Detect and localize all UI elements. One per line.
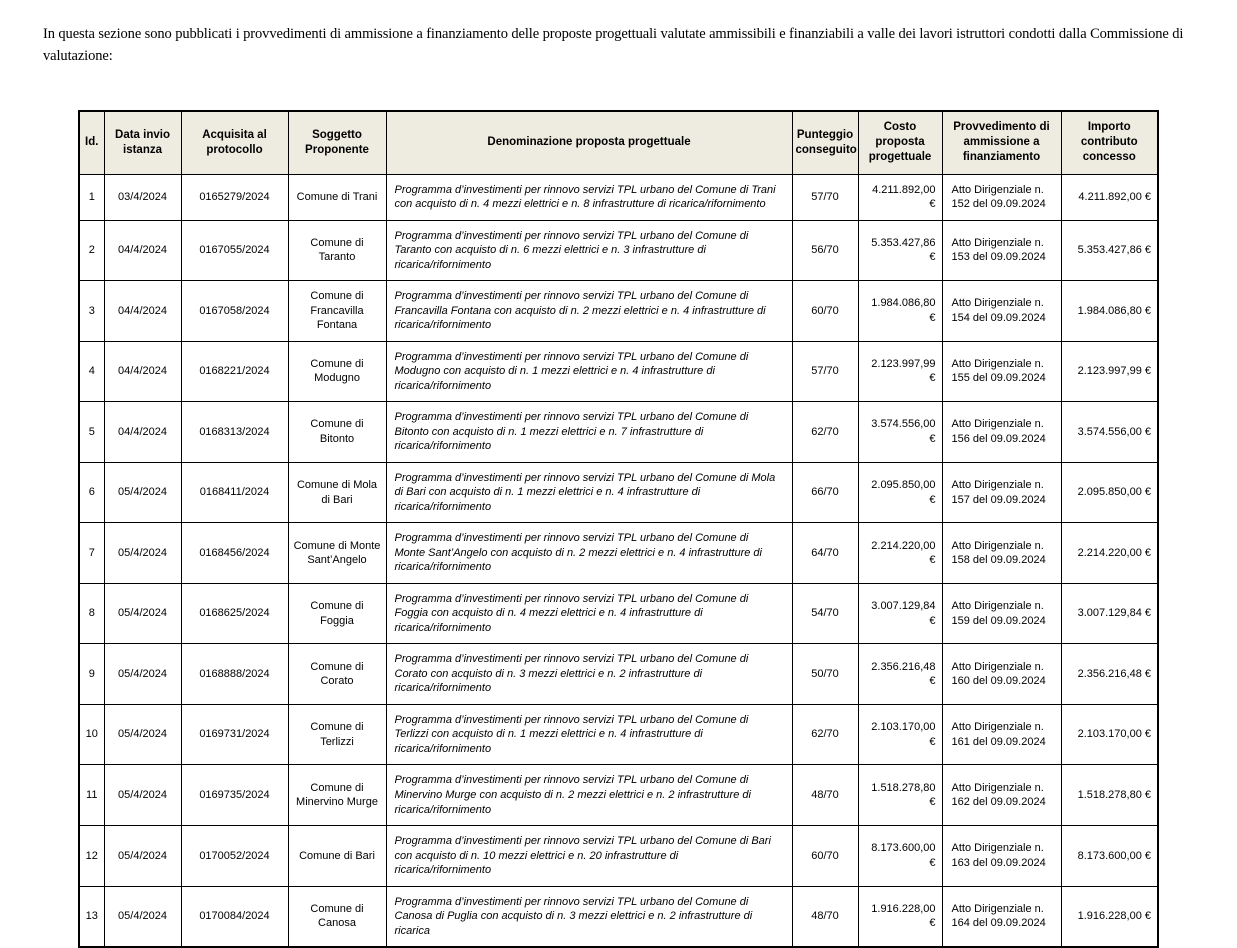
cell-punteggio: 66/70 [792,462,858,523]
cell-costo: 2.123.997,99 € [858,341,942,402]
cell-costo: 3.574.556,00 € [858,402,942,463]
cell-data-invio: 05/4/2024 [104,523,181,584]
cell-punteggio: 60/70 [792,826,858,887]
cell-denominazione: Programma d’investimenti per rinnovo servizi TPL urbano del Comune di Bari con acquisto di n. 10 mezzi elettrici e n. 20 infrastrutture di ricarica/rifornimento [386,826,792,887]
col-header-id: Id. [79,111,104,174]
cell-protocollo: 0168456/2024 [181,523,288,584]
table-row [79,462,1158,523]
cell-id: 10 [79,704,104,765]
cell-provvedimento: Atto Dirigenziale n. 154 del 09.09.2024 [942,281,1061,342]
cell-protocollo: 0168221/2024 [181,341,288,402]
cell-provvedimento: Atto Dirigenziale n. 152 del 09.09.2024 [942,174,1061,220]
cell-soggetto: Comune di Monte Sant’Angelo [288,523,386,584]
cell-denominazione: Programma d’investimenti per rinnovo servizi TPL urbano del Comune di Taranto con acquisto di n. 6 mezzi elettrici e n. 3 infrastrutture di ricarica/rifornimento [386,220,792,281]
cell-id: 8 [79,583,104,644]
cell-protocollo: 0168313/2024 [181,402,288,463]
table-row [79,886,1158,947]
cell-punteggio: 56/70 [792,220,858,281]
cell-costo: 1.916.228,00 € [858,886,942,947]
cell-denominazione: Programma d’investimenti per rinnovo servizi TPL urbano del Comune di Foggia con acquisto di n. 4 mezzi elettrici e n. 4 infrastrutture di ricarica/rifornimento [386,583,792,644]
cell-costo: 5.353.427,86 € [858,220,942,281]
cell-id: 9 [79,644,104,705]
cell-costo: 3.007.129,84 € [858,583,942,644]
cell-importo: 2.095.850,00 € [1061,462,1158,523]
cell-punteggio: 60/70 [792,281,858,342]
cell-punteggio: 54/70 [792,583,858,644]
cell-id: 13 [79,886,104,947]
cell-data-invio: 05/4/2024 [104,765,181,826]
table-row [79,402,1158,463]
cell-provvedimento: Atto Dirigenziale n. 160 del 09.09.2024 [942,644,1061,705]
cell-importo: 1.984.086,80 € [1061,281,1158,342]
cell-importo: 2.123.997,99 € [1061,341,1158,402]
cell-data-invio: 05/4/2024 [104,462,181,523]
table-row [79,704,1158,765]
cell-protocollo: 0169731/2024 [181,704,288,765]
cell-importo: 2.103.170,00 € [1061,704,1158,765]
cell-costo: 8.173.600,00 € [858,826,942,887]
cell-protocollo: 0170084/2024 [181,886,288,947]
cell-punteggio: 48/70 [792,886,858,947]
cell-soggetto: Comune di Modugno [288,341,386,402]
col-header-protocollo: Acquisita al protocollo [181,111,288,174]
cell-data-invio: 04/4/2024 [104,281,181,342]
col-header-importo: Importo contributo concesso [1061,111,1158,174]
col-header-data-invio: Data invio istanza [104,111,181,174]
cell-data-invio: 04/4/2024 [104,341,181,402]
cell-importo: 2.214.220,00 € [1061,523,1158,584]
cell-id: 7 [79,523,104,584]
cell-denominazione: Programma d’investimenti per rinnovo servizi TPL urbano del Comune di Bitonto con acquisto di n. 1 mezzi elettrici e n. 7 infrastrutture di ricarica/rifornimento [386,402,792,463]
table-row [79,765,1158,826]
cell-provvedimento: Atto Dirigenziale n. 162 del 09.09.2024 [942,765,1061,826]
cell-soggetto: Comune di Taranto [288,220,386,281]
cell-id: 1 [79,174,104,220]
cell-data-invio: 05/4/2024 [104,644,181,705]
cell-denominazione: Programma d’investimenti per rinnovo servizi TPL urbano del Comune di Minervino Murge con acquisto di n. 2 mezzi elettrici e n. 2 infrastrutture di ricarica/rifornimento [386,765,792,826]
funding-admission-table [78,110,1159,948]
cell-costo: 2.103.170,00 € [858,704,942,765]
cell-costo: 1.984.086,80 € [858,281,942,342]
cell-protocollo: 0165279/2024 [181,174,288,220]
cell-provvedimento: Atto Dirigenziale n. 159 del 09.09.2024 [942,583,1061,644]
cell-costo: 2.095.850,00 € [858,462,942,523]
cell-costo: 1.518.278,80 € [858,765,942,826]
cell-denominazione: Programma d’investimenti per rinnovo servizi TPL urbano del Comune di Modugno con acquisto di n. 1 mezzi elettrici e n. 4 infrastrutture di ricarica/rifornimento [386,341,792,402]
cell-provvedimento: Atto Dirigenziale n. 157 del 09.09.2024 [942,462,1061,523]
cell-soggetto: Comune di Foggia [288,583,386,644]
cell-denominazione: Programma d’investimenti per rinnovo servizi TPL urbano del Comune di Canosa di Puglia con acquisto di n. 3 mezzi elettrici e n. 2 infrastrutture di ricarica [386,886,792,947]
table-header-row [79,111,1158,174]
col-header-soggetto: Soggetto Proponente [288,111,386,174]
cell-importo: 8.173.600,00 € [1061,826,1158,887]
table-row [79,341,1158,402]
cell-data-invio: 04/4/2024 [104,402,181,463]
cell-denominazione: Programma d’investimenti per rinnovo servizi TPL urbano del Comune di Monte Sant’Angelo con acquisto di n. 2 mezzi elettrici e n. 4 infrastrutture di ricarica/rifornimento [386,523,792,584]
cell-soggetto: Comune di Bari [288,826,386,887]
cell-soggetto: Comune di Trani [288,174,386,220]
cell-denominazione: Programma d’investimenti per rinnovo servizi TPL urbano del Comune di Francavilla Fontana con acquisto di n. 2 mezzi elettrici e n. 4 infrastrutture di ricarica/rifornimento [386,281,792,342]
cell-soggetto: Comune di Terlizzi [288,704,386,765]
cell-punteggio: 62/70 [792,402,858,463]
col-header-provvedimento: Provvedimento di ammissione a finanziamento [942,111,1061,174]
table-row [79,281,1158,342]
cell-id: 12 [79,826,104,887]
col-header-costo: Costo proposta progettuale [858,111,942,174]
cell-id: 6 [79,462,104,523]
cell-provvedimento: Atto Dirigenziale n. 164 del 09.09.2024 [942,886,1061,947]
cell-protocollo: 0168411/2024 [181,462,288,523]
cell-importo: 4.211.892,00 € [1061,174,1158,220]
cell-punteggio: 62/70 [792,704,858,765]
table-row [79,826,1158,887]
cell-provvedimento: Atto Dirigenziale n. 163 del 09.09.2024 [942,826,1061,887]
cell-id: 11 [79,765,104,826]
cell-id: 2 [79,220,104,281]
cell-data-invio: 04/4/2024 [104,220,181,281]
cell-costo: 4.211.892,00 € [858,174,942,220]
cell-id: 5 [79,402,104,463]
cell-data-invio: 05/4/2024 [104,886,181,947]
cell-punteggio: 64/70 [792,523,858,584]
cell-protocollo: 0169735/2024 [181,765,288,826]
cell-soggetto: Comune di Francavilla Fontana [288,281,386,342]
cell-importo: 3.574.556,00 € [1061,402,1158,463]
cell-protocollo: 0168888/2024 [181,644,288,705]
cell-provvedimento: Atto Dirigenziale n. 153 del 09.09.2024 [942,220,1061,281]
cell-protocollo: 0170052/2024 [181,826,288,887]
table-row [79,174,1158,220]
cell-punteggio: 57/70 [792,174,858,220]
cell-data-invio: 05/4/2024 [104,583,181,644]
cell-soggetto: Comune di Canosa [288,886,386,947]
cell-provvedimento: Atto Dirigenziale n. 158 del 09.09.2024 [942,523,1061,584]
cell-costo: 2.356.216,48 € [858,644,942,705]
cell-provvedimento: Atto Dirigenziale n. 156 del 09.09.2024 [942,402,1061,463]
cell-data-invio: 03/4/2024 [104,174,181,220]
intro-paragraph: In questa sezione sono pubblicati i provvedimenti di ammissione a finanziamento delle proposte progettuali valutate ammissibili e finanziabili a valle dei lavori istruttori condotti dalla Commissione di valutazione: [43,26,1184,64]
cell-soggetto: Comune di Mola di Bari [288,462,386,523]
cell-soggetto: Comune di Bitonto [288,402,386,463]
table-row [79,220,1158,281]
cell-data-invio: 05/4/2024 [104,704,181,765]
cell-importo: 5.353.427,86 € [1061,220,1158,281]
table-row [79,583,1158,644]
cell-importo: 1.916.228,00 € [1061,886,1158,947]
cell-protocollo: 0167058/2024 [181,281,288,342]
cell-id: 4 [79,341,104,402]
col-header-denominazione: Denominazione proposta progettuale [386,111,792,174]
table-row [79,523,1158,584]
cell-denominazione: Programma d’investimenti per rinnovo servizi TPL urbano del Comune di Trani con acquisto di n. 4 mezzi elettrici e n. 8 infrastrutture di ricarica/rifornimento [386,174,792,220]
cell-importo: 3.007.129,84 € [1061,583,1158,644]
cell-punteggio: 48/70 [792,765,858,826]
cell-protocollo: 0167055/2024 [181,220,288,281]
table-body [79,174,1158,947]
cell-soggetto: Comune di Minervino Murge [288,765,386,826]
cell-protocollo: 0168625/2024 [181,583,288,644]
cell-denominazione: Programma d’investimenti per rinnovo servizi TPL urbano del Comune di Terlizzi con acquisto di n. 1 mezzi elettrici e n. 4 infrastrutture di ricarica/rifornimento [386,704,792,765]
cell-denominazione: Programma d’investimenti per rinnovo servizi TPL urbano del Comune di Mola di Bari con acquisto di n. 1 mezzi elettrici e n. 4 infrastrutture di ricarica/rifornimento [386,462,792,523]
cell-provvedimento: Atto Dirigenziale n. 161 del 09.09.2024 [942,704,1061,765]
col-header-punteggio: Punteggio conseguito [792,111,858,174]
cell-punteggio: 57/70 [792,341,858,402]
cell-punteggio: 50/70 [792,644,858,705]
cell-denominazione: Programma d’investimenti per rinnovo servizi TPL urbano del Comune di Corato con acquisto di n. 3 mezzi elettrici e n. 2 infrastrutture di ricarica/rifornimento [386,644,792,705]
cell-soggetto: Comune di Corato [288,644,386,705]
cell-importo: 2.356.216,48 € [1061,644,1158,705]
cell-id: 3 [79,281,104,342]
table-row [79,644,1158,705]
cell-provvedimento: Atto Dirigenziale n. 155 del 09.09.2024 [942,341,1061,402]
cell-data-invio: 05/4/2024 [104,826,181,887]
cell-costo: 2.214.220,00 € [858,523,942,584]
cell-importo: 1.518.278,80 € [1061,765,1158,826]
